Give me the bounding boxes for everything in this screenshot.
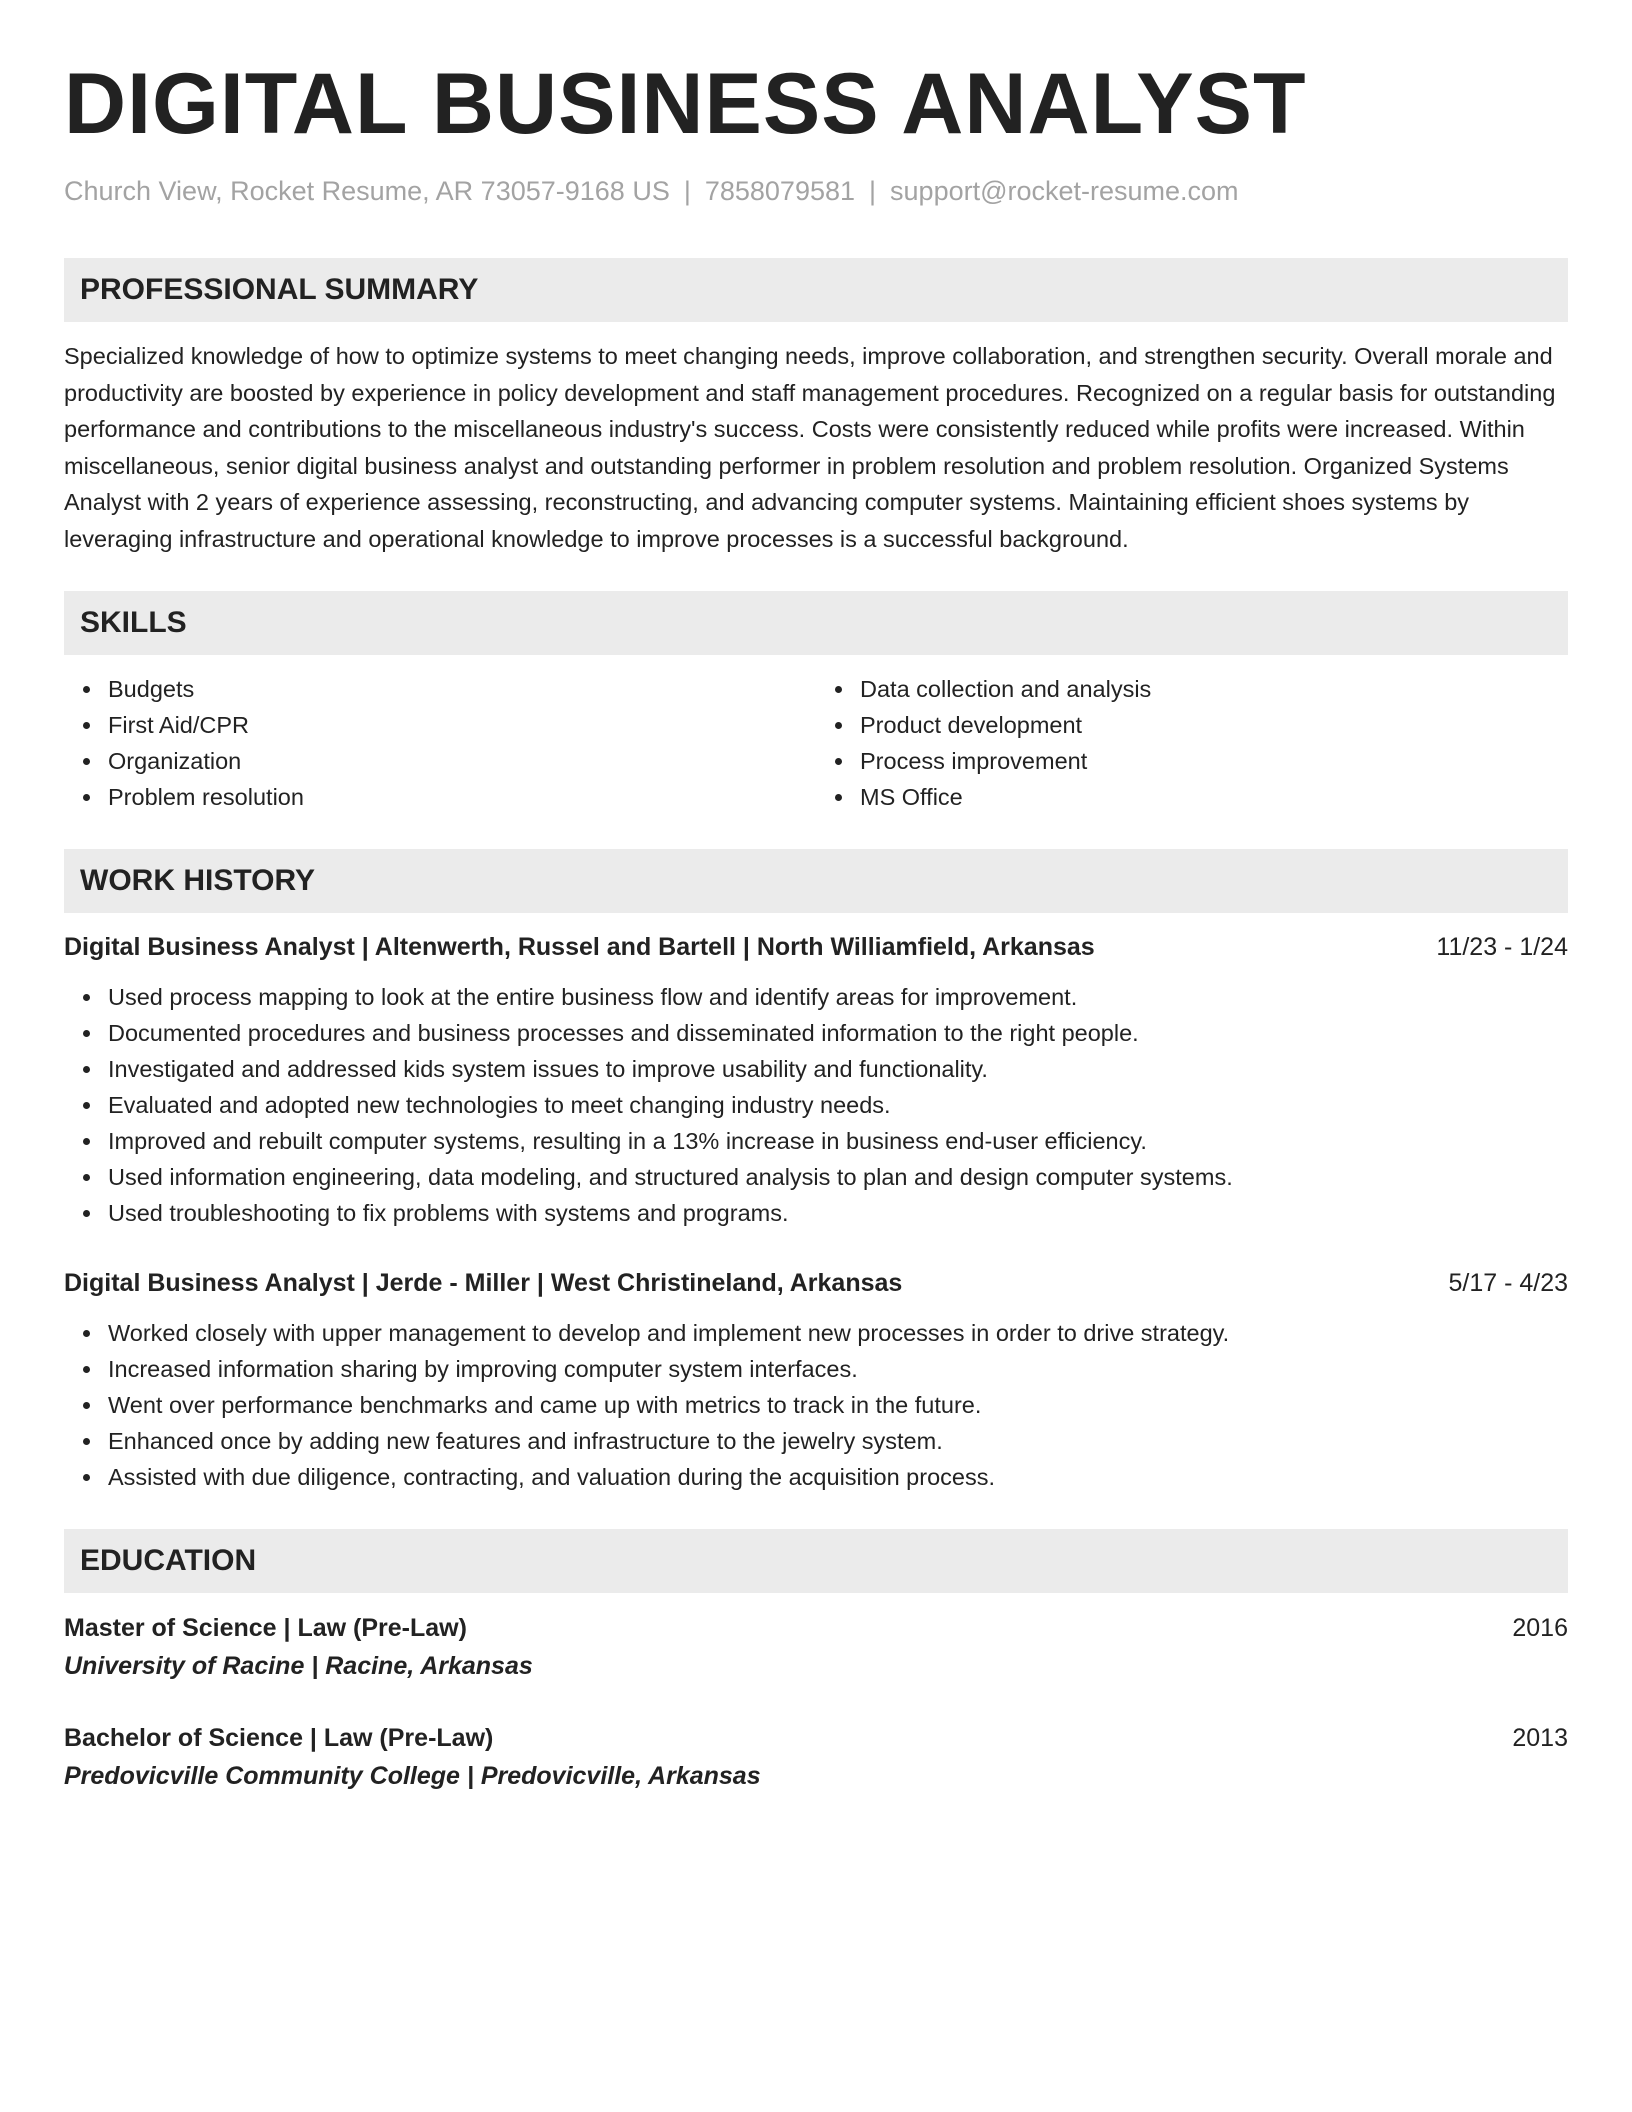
skill-item: Organization xyxy=(108,743,816,779)
job-bullets xyxy=(64,1315,1568,1495)
job-bullet: Went over performance benchmarks and came up with metrics to track in the future. xyxy=(108,1387,1568,1423)
resume-name: DIGITAL BUSINESS ANALYST xyxy=(64,56,1307,152)
skill-item: Budgets xyxy=(108,671,816,707)
job-bullet: Used troubleshooting to fix problems with systems and programs. xyxy=(108,1195,1568,1231)
section-header-skills: SKILLS xyxy=(64,591,1568,655)
section-header-work: WORK HISTORY xyxy=(64,849,1568,913)
job-title: Digital Business Analyst | Jerde - Miller | West Christineland, Arkansas xyxy=(64,1269,903,1297)
contact-email[interactable]: support@rocket-resume.com xyxy=(890,176,1239,206)
education-degree: Master of Science | Law (Pre-Law) xyxy=(64,1614,467,1642)
job-bullets xyxy=(64,979,1568,1231)
skill-item: First Aid/CPR xyxy=(108,707,816,743)
education-header xyxy=(64,1609,1568,1647)
job-bullet: Assisted with due diligence, contracting, and valuation during the acquisition process. xyxy=(108,1459,1568,1495)
section-header-summary: PROFESSIONAL SUMMARY xyxy=(64,258,1568,322)
job-bullet: Improved and rebuilt computer systems, resulting in a 13% increase in business end-user efficiency. xyxy=(108,1123,1568,1159)
section-header-education: EDUCATION xyxy=(64,1529,1568,1593)
skills-list xyxy=(64,671,1568,815)
job-header xyxy=(64,1265,1568,1301)
skills-column-left xyxy=(64,671,816,815)
education-entry xyxy=(64,1609,1568,1685)
skill-item: Process improvement xyxy=(860,743,1568,779)
education-year: 2016 xyxy=(1512,1614,1568,1642)
job-header xyxy=(64,929,1568,965)
job-bullet: Documented procedures and business processes and disseminated information to the right people. xyxy=(108,1015,1568,1051)
contact-separator: | xyxy=(869,176,877,206)
job-entry xyxy=(64,1265,1568,1495)
job-bullet: Worked closely with upper management to develop and implement new processes in order to drive strategy. xyxy=(108,1315,1568,1351)
job-dates: 5/17 - 4/23 xyxy=(1448,1269,1568,1297)
education-degree: Bachelor of Science | Law (Pre-Law) xyxy=(64,1724,494,1752)
job-bullet: Evaluated and adopted new technologies to meet changing industry needs. xyxy=(108,1087,1568,1123)
job-title: Digital Business Analyst | Altenwerth, Russel and Bartell | North Williamfield, Arkansas xyxy=(64,933,1095,961)
skill-item: MS Office xyxy=(860,779,1568,815)
education-year: 2013 xyxy=(1512,1724,1568,1752)
education-entry xyxy=(64,1719,1568,1795)
summary-text: Specialized knowledge of how to optimize systems to meet changing needs, improve collaboration, and strengthen security. Overall morale and productivity are boosted by experience in policy development and staff management procedures. Recognized on a regular basis for outstanding performance and contributions to the miscellaneous industry's success. Costs were consistently reduced while profits were increased. Within miscellaneous, senior digital business analyst and outstanding performer in problem resolution and problem resolution. Organized Systems Analyst with 2 years of experience assessing, reconstructing, and advancing computer systems. Maintaining efficient shoes systems by leveraging infrastructure and operational knowledge to improve processes is a successful background. xyxy=(64,343,1556,552)
job-bullet: Used information engineering, data modeling, and structured analysis to plan and design computer systems. xyxy=(108,1159,1568,1195)
contact-line xyxy=(64,174,1568,208)
contact-address: Church View, Rocket Resume, AR 73057-9168 US xyxy=(64,176,670,206)
job-bullet: Increased information sharing by improving computer system interfaces. xyxy=(108,1351,1568,1387)
contact-separator: | xyxy=(683,176,691,206)
skill-item: Product development xyxy=(860,707,1568,743)
contact-phone: 7858079581 xyxy=(704,176,856,206)
skill-item: Problem resolution xyxy=(108,779,816,815)
education-school: Predovicville Community College | Predovicville, Arkansas xyxy=(64,1762,761,1790)
education-header xyxy=(64,1719,1568,1757)
skill-item: Data collection and analysis xyxy=(860,671,1568,707)
job-bullet: Enhanced once by adding new features and infrastructure to the jewelry system. xyxy=(108,1423,1568,1459)
job-entry xyxy=(64,929,1568,1231)
education-school: University of Racine | Racine, Arkansas xyxy=(64,1652,533,1680)
job-dates: 11/23 - 1/24 xyxy=(1436,933,1568,961)
job-bullet: Used process mapping to look at the entire business flow and identify areas for improvement. xyxy=(108,979,1568,1015)
skills-column-right xyxy=(816,671,1568,815)
job-bullet: Investigated and addressed kids system issues to improve usability and functionality. xyxy=(108,1051,1568,1087)
